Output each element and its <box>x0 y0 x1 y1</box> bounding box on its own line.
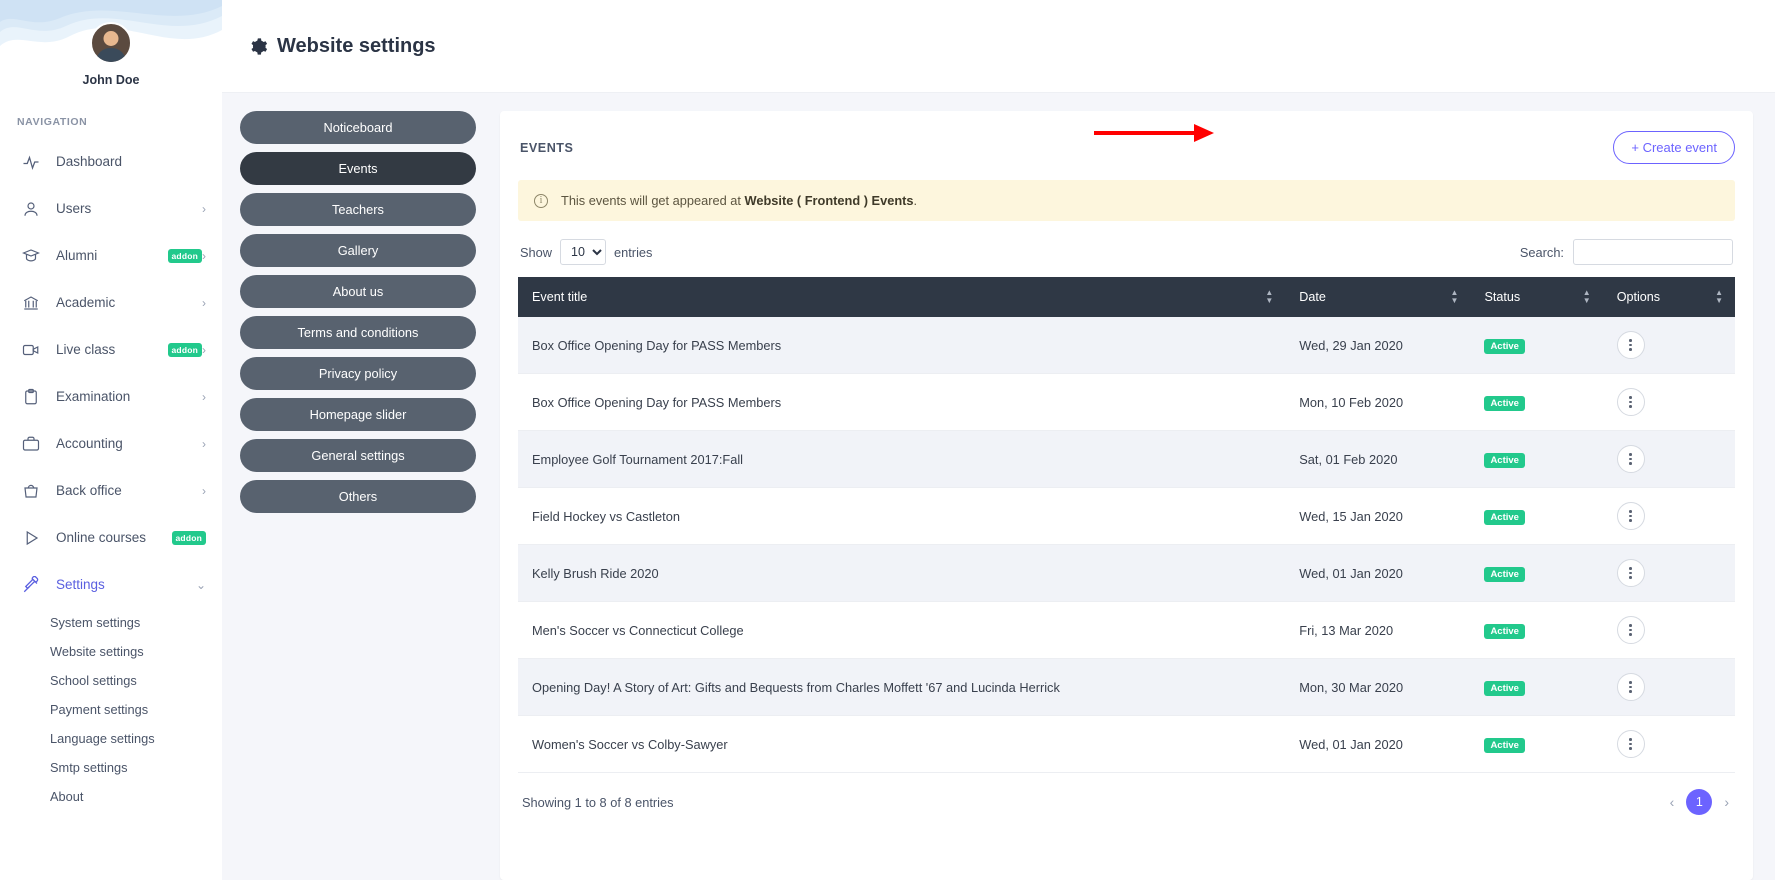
status-badge: Active <box>1484 567 1525 582</box>
cell-event-title: Opening Day! A Story of Art: Gifts and Bequests from Charles Moffett '67 and Lucinda Herrick <box>518 659 1285 716</box>
cell-options <box>1603 431 1735 488</box>
cell-event-title: Field Hockey vs Castleton <box>518 488 1285 545</box>
info-alert <box>518 180 1735 221</box>
sidebar-item-website-settings[interactable]: Website settings <box>50 644 144 659</box>
column-event-title[interactable] <box>518 277 1285 317</box>
bag-icon <box>22 481 44 501</box>
cell-event-title: Box Office Opening Day for PASS Members <box>518 374 1285 431</box>
sidebar-item-language-settings[interactable]: Language settings <box>50 731 155 746</box>
row-options-button[interactable] <box>1617 331 1645 359</box>
alert-text-after: . <box>913 193 918 208</box>
cell-options <box>1603 545 1735 602</box>
sidebar-item-label: Live class <box>56 342 116 357</box>
sort-icon: ▲ ▼ <box>1450 288 1459 305</box>
cell-options <box>1603 716 1735 773</box>
table-row <box>518 431 1735 488</box>
table-row <box>518 545 1735 602</box>
row-options-button[interactable] <box>1617 730 1645 758</box>
sidebar-item-users[interactable] <box>0 185 222 232</box>
sidebar-item-label: Users <box>56 201 92 216</box>
cell-date: Wed, 01 Jan 2020 <box>1285 716 1470 773</box>
column-date[interactable] <box>1285 277 1470 317</box>
status-badge: Active <box>1484 738 1525 753</box>
chevron-right-icon: › <box>202 436 206 451</box>
cell-status <box>1470 317 1602 374</box>
row-options-button[interactable] <box>1617 616 1645 644</box>
cell-date: Wed, 01 Jan 2020 <box>1285 545 1470 602</box>
sidebar-item-back-office[interactable] <box>0 467 222 514</box>
search-control <box>1520 239 1733 265</box>
search-input[interactable] <box>1573 239 1733 265</box>
events-table-head <box>518 277 1735 317</box>
bank-icon <box>22 293 44 313</box>
section-button-column <box>240 111 476 880</box>
cell-options <box>1603 488 1735 545</box>
row-options-button[interactable] <box>1617 445 1645 473</box>
gear-icon <box>249 37 268 56</box>
status-badge: Active <box>1484 453 1525 468</box>
section-button-teachers[interactable]: Teachers <box>240 193 476 226</box>
sidebar-item-label: Accounting <box>56 436 123 451</box>
table-controls <box>518 237 1735 277</box>
table-row <box>518 488 1735 545</box>
show-label: Show <box>520 244 553 260</box>
kebab-icon <box>1629 624 1632 636</box>
events-panel-title: EVENTS <box>520 140 574 155</box>
create-event-button[interactable]: + Create event <box>1613 131 1735 164</box>
chevron-right-icon: › <box>202 342 206 357</box>
section-button-general-settings[interactable]: General settings <box>240 439 476 472</box>
table-header-row <box>518 277 1735 317</box>
clipboard-icon <box>22 387 44 407</box>
sidebar-item-label: Settings <box>56 577 105 592</box>
cell-date: Sat, 01 Feb 2020 <box>1285 431 1470 488</box>
sidebar-item-label: Academic <box>56 295 116 310</box>
chevron-right-icon: › <box>202 295 206 310</box>
cell-event-title: Kelly Brush Ride 2020 <box>518 545 1285 602</box>
sidebar-item-label: Alumni <box>56 248 98 263</box>
table-row <box>518 659 1735 716</box>
row-options-button[interactable] <box>1617 673 1645 701</box>
cell-status <box>1470 602 1602 659</box>
sidebar <box>0 0 222 880</box>
sidebar-item-alumni[interactable] <box>0 232 222 279</box>
cell-status <box>1470 716 1602 773</box>
table-row <box>518 317 1735 374</box>
pagination-next[interactable]: › <box>1724 794 1729 810</box>
table-row <box>518 374 1735 431</box>
entries-info: Showing 1 to 8 of 8 entries <box>522 794 674 810</box>
cell-date: Fri, 13 Mar 2020 <box>1285 602 1470 659</box>
cell-options <box>1603 374 1735 431</box>
page-title-text: Website settings <box>277 34 436 57</box>
sidebar-item-live-class[interactable] <box>0 326 222 373</box>
sidebar-item-about[interactable]: About <box>50 789 84 804</box>
cell-event-title: Women's Soccer vs Colby-Sawyer <box>518 716 1285 773</box>
profile-block <box>0 0 222 110</box>
settings-submenu <box>0 608 222 811</box>
cell-event-title: Men's Soccer vs Connecticut College <box>518 602 1285 659</box>
entries-label: entries <box>614 244 653 260</box>
sidebar-item-examination[interactable] <box>0 373 222 420</box>
events-panel-header <box>518 129 1735 180</box>
chevron-right-icon: › <box>202 248 206 263</box>
info-icon: i <box>534 194 548 208</box>
kebab-icon <box>1629 738 1632 750</box>
pagination-prev[interactable]: ‹ <box>1669 794 1675 810</box>
addon-badge: addon <box>168 343 203 357</box>
play-icon <box>22 528 44 548</box>
status-badge: Active <box>1484 339 1525 354</box>
tools-icon <box>22 575 44 595</box>
chevron-down-icon: ⌄ <box>195 577 206 592</box>
cell-status <box>1470 431 1602 488</box>
sidebar-item-system-settings[interactable]: System settings <box>50 615 141 630</box>
sidebar-item-settings[interactable] <box>0 561 222 608</box>
cell-status <box>1470 659 1602 716</box>
column-label: Date <box>1299 290 1326 304</box>
user-icon <box>22 199 44 219</box>
sort-icon: ▲ ▼ <box>1715 288 1723 305</box>
section-button-others[interactable]: Others <box>240 480 476 513</box>
page-title <box>249 35 436 58</box>
addon-badge: addon <box>168 249 203 263</box>
column-label: Status <box>1484 290 1521 304</box>
cell-options <box>1603 317 1735 374</box>
pagination <box>1668 789 1731 815</box>
navigation-heading: NAVIGATION <box>17 116 88 128</box>
section-button-homepage-slider[interactable]: Homepage slider <box>240 398 476 431</box>
sidebar-item-smtp-settings[interactable]: Smtp settings <box>50 760 128 775</box>
chevron-right-icon: › <box>202 201 206 216</box>
section-button-terms-and-conditions[interactable]: Terms and conditions <box>240 316 476 349</box>
section-button-about-us[interactable]: About us <box>240 275 476 308</box>
cell-date: Wed, 29 Jan 2020 <box>1285 317 1470 374</box>
sidebar-item-label: Dashboard <box>56 154 123 169</box>
sidebar-item-label: Online courses <box>56 530 147 545</box>
sidebar-item-academic[interactable] <box>0 279 222 326</box>
kebab-icon <box>1629 396 1632 408</box>
addon-badge: addon <box>172 531 207 545</box>
sidebar-item-dashboard[interactable] <box>0 138 222 185</box>
kebab-icon <box>1629 510 1632 522</box>
column-status[interactable] <box>1470 277 1602 317</box>
cell-date: Wed, 15 Jan 2020 <box>1285 488 1470 545</box>
events-panel <box>500 111 1753 880</box>
row-options-button[interactable] <box>1617 388 1645 416</box>
hat-icon <box>22 246 44 266</box>
sidebar-item-label: Examination <box>56 389 131 404</box>
cell-status <box>1470 374 1602 431</box>
status-badge: Active <box>1484 396 1525 411</box>
cell-date: Mon, 30 Mar 2020 <box>1285 659 1470 716</box>
section-button-noticeboard[interactable]: Noticeboard <box>240 111 476 144</box>
status-badge: Active <box>1484 510 1525 525</box>
briefcase-icon <box>22 434 44 454</box>
column-label: Event title <box>532 290 588 304</box>
sidebar-item-payment-settings[interactable]: Payment settings <box>50 702 149 717</box>
events-table <box>518 277 1735 773</box>
video-icon <box>22 340 44 360</box>
page-header <box>222 0 1775 93</box>
status-badge: Active <box>1484 624 1525 639</box>
entries-select[interactable] <box>560 239 606 265</box>
cell-event-title: Box Office Opening Day for PASS Members <box>518 317 1285 374</box>
avatar[interactable] <box>90 22 132 64</box>
sort-icon: ▲ ▼ <box>1582 288 1591 305</box>
pagination-page-1[interactable]: 1 <box>1686 789 1712 815</box>
row-options-button[interactable] <box>1617 502 1645 530</box>
kebab-icon <box>1629 567 1632 579</box>
cell-status <box>1470 488 1602 545</box>
cell-options <box>1603 602 1735 659</box>
main-area <box>222 0 1775 880</box>
activity-icon <box>22 152 44 172</box>
sort-icon: ▲ ▼ <box>1265 288 1274 305</box>
kebab-icon <box>1629 681 1632 693</box>
section-button-events[interactable]: Events <box>240 152 476 185</box>
alert-text-bold: Website ( Frontend ) Events <box>744 193 914 208</box>
kebab-icon <box>1629 453 1632 465</box>
kebab-icon <box>1629 339 1632 351</box>
sidebar-item-label: Back office <box>56 483 122 498</box>
cell-options <box>1603 659 1735 716</box>
cell-event-title: Employee Golf Tournament 2017:Fall <box>518 431 1285 488</box>
show-entries-control <box>520 239 652 265</box>
table-row <box>518 602 1735 659</box>
content-area <box>222 93 1775 880</box>
profile-name: John Doe <box>82 73 140 87</box>
status-badge: Active <box>1484 681 1525 696</box>
cell-status <box>1470 545 1602 602</box>
column-label: Options <box>1616 290 1661 304</box>
cell-date: Mon, 10 Feb 2020 <box>1285 374 1470 431</box>
table-row <box>518 716 1735 773</box>
chevron-right-icon: › <box>202 483 206 498</box>
alert-text-before: This events will get appeared at <box>561 193 745 208</box>
row-options-button[interactable] <box>1617 559 1645 587</box>
section-button-gallery[interactable]: Gallery <box>240 234 476 267</box>
chevron-right-icon: › <box>202 389 206 404</box>
sidebar-item-school-settings[interactable]: School settings <box>50 673 137 688</box>
sidebar-item-online-courses[interactable] <box>0 514 222 561</box>
table-footer <box>518 773 1735 829</box>
column-options[interactable] <box>1603 277 1735 317</box>
sidebar-item-accounting[interactable] <box>0 420 222 467</box>
section-button-privacy-policy[interactable]: Privacy policy <box>240 357 476 390</box>
events-table-body <box>518 317 1735 773</box>
search-label: Search: <box>1519 244 1564 260</box>
